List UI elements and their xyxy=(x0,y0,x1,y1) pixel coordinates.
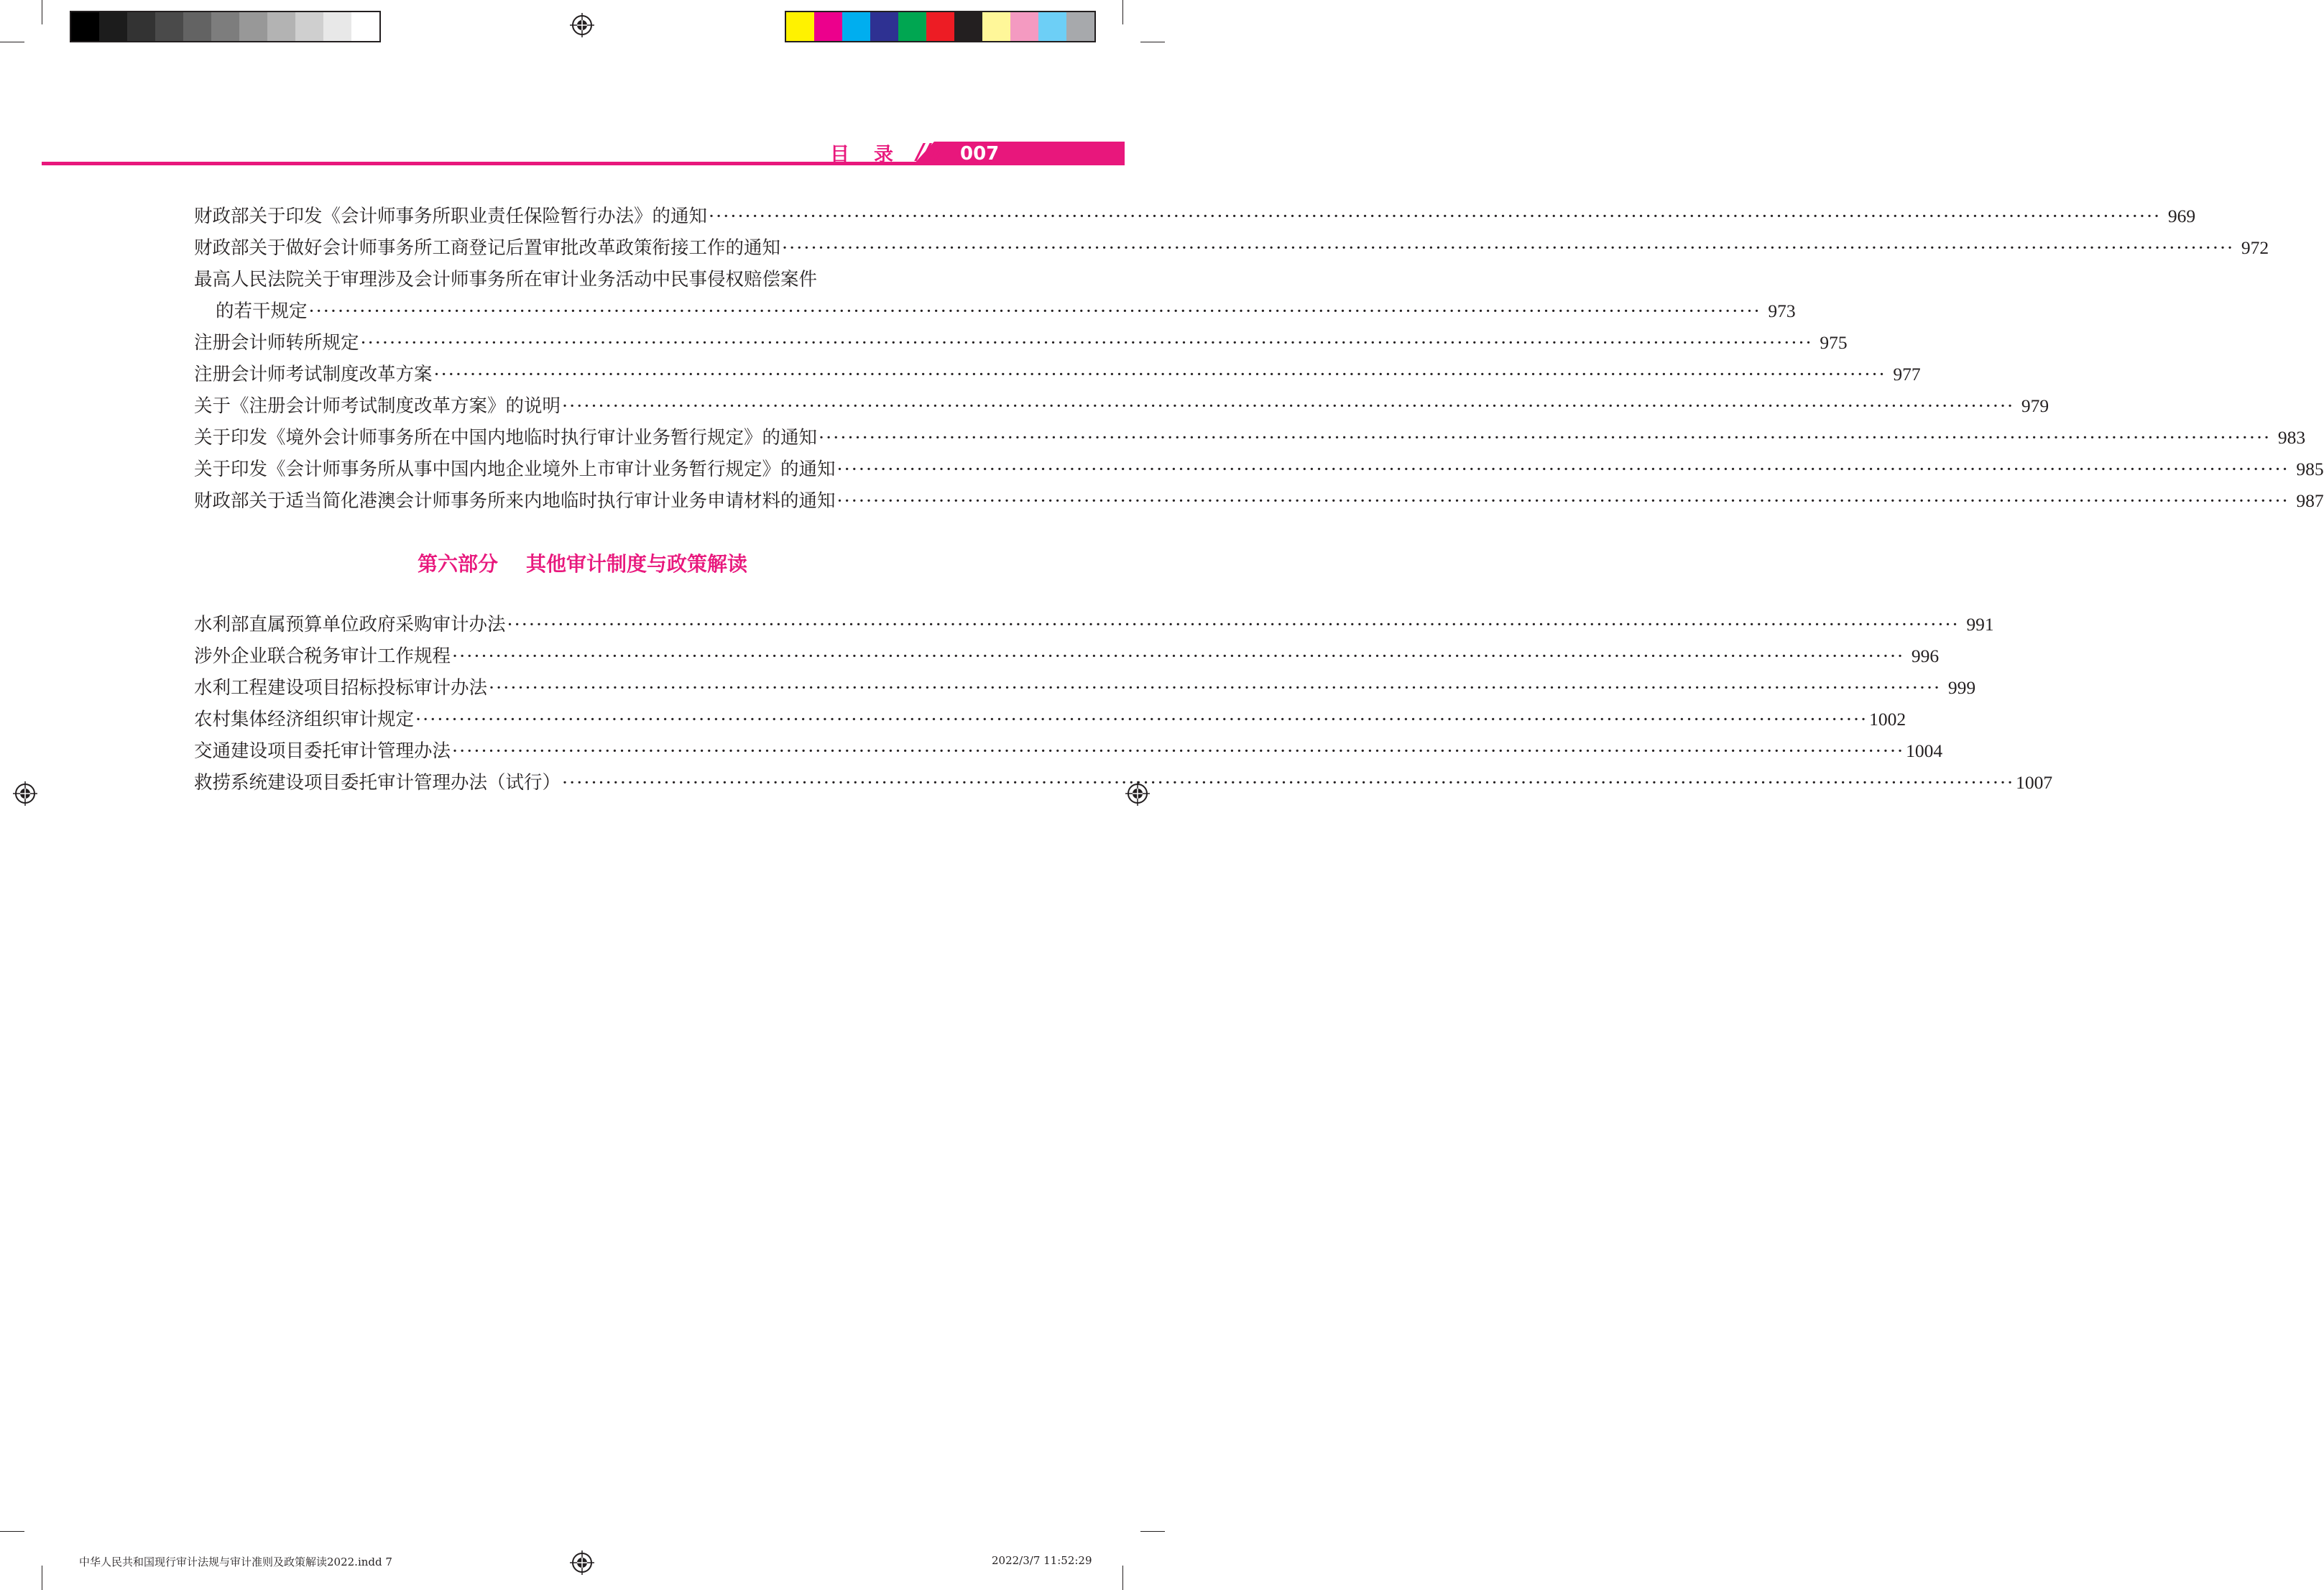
toc-entry-page: 983 xyxy=(2277,427,2306,448)
toc-entry[interactable] xyxy=(194,640,1940,672)
toc-entry[interactable] xyxy=(194,232,2269,264)
toc-entry-page: 1007 xyxy=(2016,772,2053,793)
toc-entry-title: 的若干规定 xyxy=(216,300,308,322)
toc-entry-page: 979 xyxy=(2021,395,2049,416)
toc-entry[interactable] xyxy=(194,201,2196,232)
color-swatch xyxy=(926,12,954,41)
toc-leader-dots: ········································································································································································································ xyxy=(562,772,2015,794)
toc-leader-dots: ········································································································································································································ xyxy=(308,300,1761,322)
color-swatch xyxy=(982,12,1010,41)
toc-leader-dots: ········································································································································································································ xyxy=(709,206,2162,227)
color-swatch xyxy=(323,12,351,41)
color-swatch xyxy=(211,12,239,41)
toc-entry-page: 1002 xyxy=(1869,709,1906,730)
section-heading xyxy=(0,548,1165,577)
toc-leader-dots: ········································································································································································································ xyxy=(836,490,2290,512)
toc-entry-title: 救捞系统建设项目委托审计管理办法（试行） xyxy=(194,772,561,794)
grayscale-color-bar xyxy=(70,11,381,42)
toc-entry[interactable] xyxy=(194,609,1994,640)
toc-leader-dots: ········································································································································································································ xyxy=(433,364,1886,385)
slug-filename: 中华人民共和国现行审计法规与审计准则及政策解读2022.indd 7 xyxy=(79,1555,392,1568)
color-swatch xyxy=(1066,12,1094,41)
color-swatch xyxy=(71,12,99,41)
color-swatch xyxy=(155,12,183,41)
toc-entry-title: 关于《注册会计师考试制度改革方案》的说明 xyxy=(194,395,561,417)
toc-entry-page: 987 xyxy=(2296,490,2324,511)
toc-leader-dots: ········································································································································································································ xyxy=(415,709,1868,730)
registration-mark-icon xyxy=(13,781,37,806)
toc-leader-dots: ········································································································································································································ xyxy=(836,459,2290,480)
toc-entry-title: 水利工程建设项目招标投标审计办法 xyxy=(194,677,488,699)
toc-leader-dots: ········································································································································································································ xyxy=(562,395,2015,417)
color-swatch xyxy=(870,12,898,41)
toc-entry-page: 999 xyxy=(1947,677,1976,698)
toc-entry[interactable] xyxy=(194,390,2049,422)
color-swatch xyxy=(183,12,211,41)
registration-mark-icon xyxy=(570,13,594,37)
toc-entry-page: 973 xyxy=(1768,300,1796,321)
color-swatch xyxy=(814,12,842,41)
toc-entry-page: 975 xyxy=(1820,332,1848,353)
toc-entry[interactable] xyxy=(194,264,979,295)
toc-entry-title: 关于印发《境外会计师事务所在中国内地临时执行审计业务暂行规定》的通知 xyxy=(194,427,818,449)
toc-leader-dots: ········································································································································································································ xyxy=(360,332,1813,354)
section-part: 第六部分 xyxy=(417,552,498,576)
toc-entry-title: 涉外企业联合税务审计工作规程 xyxy=(194,645,451,667)
toc-entry[interactable] xyxy=(194,295,1796,327)
toc-entry-page: 972 xyxy=(2241,237,2269,258)
section-title: 其他审计制度与政策解读 xyxy=(526,552,748,576)
toc-entry-page: 977 xyxy=(1893,364,1921,385)
toc-entry-page: 1004 xyxy=(1906,740,1943,761)
toc-entry-page: 985 xyxy=(2296,459,2324,479)
toc-leader-dots: ········································································································································································································ xyxy=(452,740,1905,762)
toc-entry-title: 财政部关于适当简化港澳会计师事务所来内地临时执行审计业务申请材料的通知 xyxy=(194,490,836,512)
color-swatch xyxy=(954,12,982,41)
toc-entry-page: 996 xyxy=(1911,645,1940,666)
toc-leader-dots: ········································································································································································································ xyxy=(507,614,1960,635)
toc-entry[interactable] xyxy=(194,327,1848,359)
toc-entry-title: 财政部关于做好会计师事务所工商登记后置审批改革政策衔接工作的通知 xyxy=(194,237,781,259)
color-swatch xyxy=(351,12,379,41)
header-slashes-decoration: //// xyxy=(916,139,942,165)
toc-entry-title: 交通建设项目委托审计管理办法 xyxy=(194,740,451,762)
color-swatch xyxy=(786,12,814,41)
page-number: 007 xyxy=(960,143,1000,165)
toc-entry[interactable] xyxy=(194,454,2324,485)
header-page-tab xyxy=(913,142,1125,165)
toc-entry-title: 关于印发《会计师事务所从事中国内地企业境外上市审计业务暂行规定》的通知 xyxy=(194,459,836,480)
color-swatch xyxy=(1010,12,1038,41)
color-swatch xyxy=(842,12,870,41)
color-swatch xyxy=(127,12,155,41)
toc-entry[interactable] xyxy=(194,485,2324,517)
toc-entry[interactable] xyxy=(194,704,1906,735)
toc-leader-dots: ········································································································································································································ xyxy=(819,427,2272,449)
toc-entry-title: 财政部关于印发《会计师事务所职业责任保险暂行办法》的通知 xyxy=(194,206,708,227)
toc-entry-title: 注册会计师转所规定 xyxy=(194,332,359,354)
slug-timestamp: 2022/3/7 11:52:29 xyxy=(992,1554,1092,1567)
toc-list xyxy=(194,201,2324,517)
toc-entry-page: 969 xyxy=(2167,206,2196,226)
color-swatch xyxy=(295,12,323,41)
toc-leader-dots: ········································································································································································································ xyxy=(452,645,1905,667)
color-swatch xyxy=(99,12,127,41)
color-swatch xyxy=(1038,12,1066,41)
toc-entry-title: 水利部直属预算单位政府采购审计办法 xyxy=(194,614,506,635)
color-swatch xyxy=(239,12,267,41)
toc-entry[interactable] xyxy=(194,735,1943,767)
toc-entry[interactable] xyxy=(194,767,2053,799)
toc-entry-title: 注册会计师考试制度改革方案 xyxy=(194,364,433,385)
color-swatch xyxy=(267,12,295,41)
toc-list xyxy=(194,609,2053,799)
toc-entry[interactable] xyxy=(194,672,1976,704)
header-section-tag: 目录 xyxy=(830,144,918,166)
registration-mark-icon xyxy=(570,1550,594,1575)
toc-leader-dots: ········································································································································································································ xyxy=(489,677,1942,699)
color-swatch xyxy=(898,12,926,41)
toc-entry-title: 最高人民法院关于审理涉及会计师事务所在审计业务活动中民事侵权赔偿案件 xyxy=(194,269,818,290)
toc-entry-page: 991 xyxy=(1966,614,1994,635)
toc-entry-title: 农村集体经济组织审计规定 xyxy=(194,709,415,730)
toc-leader-dots: ········································································································································································································ xyxy=(782,237,2235,259)
toc-entry[interactable] xyxy=(194,422,2306,454)
toc-entry[interactable] xyxy=(194,359,1921,390)
process-color-bar xyxy=(785,11,1096,42)
